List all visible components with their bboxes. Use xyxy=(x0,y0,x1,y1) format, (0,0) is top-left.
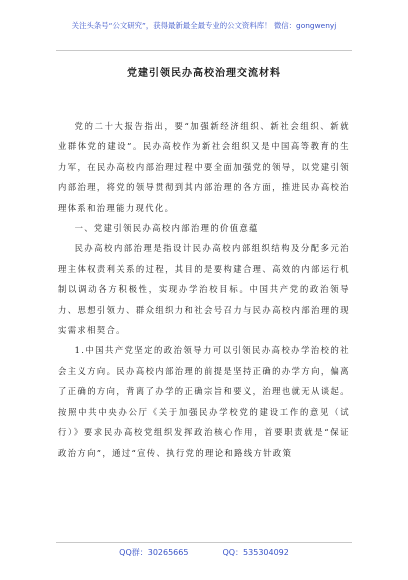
footer-qq: QQ：535304092 xyxy=(222,548,289,557)
paragraph-definition: 民办高校内部治理是指设计民办高校内部组织结构及分配多元治理主体权责利关系的过程，其目的是要构建合理、高效的内部运行机制以调动各方积极性，实现办学治校目标。中国共产党的政治领导力、思想引领力、群众组织力和社会号召力与民办高校内部治理的现实需求相契合。 xyxy=(58,243,350,336)
footer-divider xyxy=(56,542,352,543)
document-body xyxy=(58,116,350,463)
footer xyxy=(0,547,408,558)
document-title: 党建引领民办高校治理交流材料 xyxy=(127,68,281,79)
section-heading: 一、党建引领民办高校内部治理的价值意蕴 xyxy=(74,223,259,234)
footer-qq-group: QQ群：30265665 xyxy=(119,548,189,557)
paragraph-intro: 党的二十大报告指出，要“加强新经济组织、新社会组织、新就业群体党的建设”。民办高校作为新社会组织又是中国高等教育的生力军，在民办高校内部治理过程中要全面加强党的领导，以党建引领内部治理，将党的领导贯彻到其内部治理的各方面，推进民办高校治理体系和治理能力现代化。 xyxy=(58,121,350,213)
header-divider xyxy=(56,50,352,51)
paragraph-point-1: 1.中国共产党坚定的政治领导力可以引领民办高校办学治校的社会主义方向。民办高校内部治理的前提是坚持正确的办学方向，偏离了正确的方向，背离了办学的正确宗旨和要义，治理也就无从谈起。按照中共中央办公厅《关于加强民办学校党的建设工作的意见（试行）》要求民办高校党组织发挥政治核心作用，首要职责就是“保证政治方向”，通过“宣传、执行党的理论和路线方针政策 xyxy=(58,345,350,458)
top-banner: 关注头条号“公文研究”，获得最新最全最专业的公文资料库！ 微信：gongwenyj xyxy=(71,21,337,30)
